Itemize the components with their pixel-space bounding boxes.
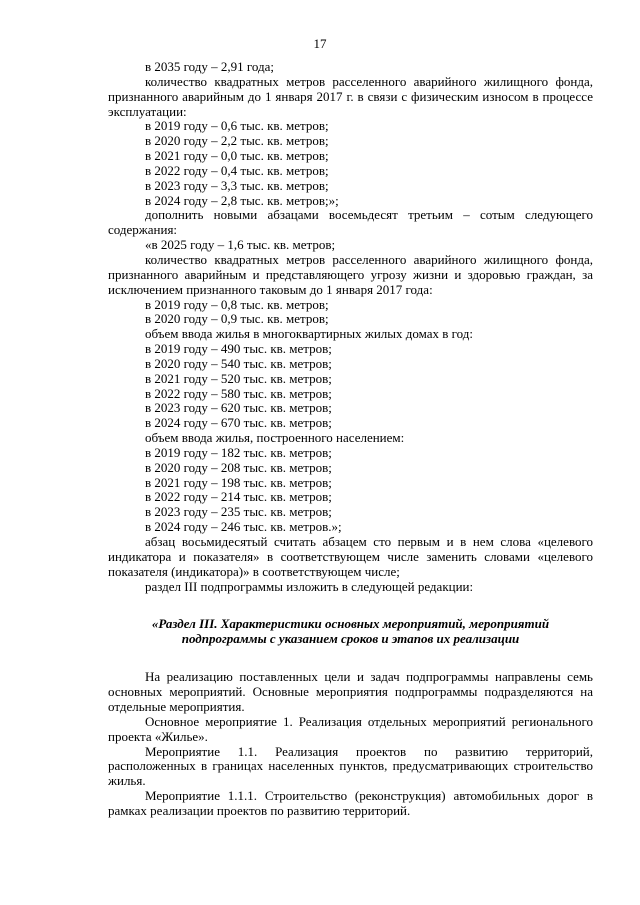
paragraph: в 2020 году – 208 тыс. кв. метров; (145, 459, 332, 475)
section-heading (108, 594, 593, 670)
section-heading-line: подпрограммы с указанием сроков и этапов их реализации (181, 631, 520, 647)
paragraph: в 2021 году – 520 тыс. кв. метров; (145, 370, 332, 386)
paragraph: в 2023 году – 235 тыс. кв. метров; (145, 504, 332, 520)
paragraph: в 2022 году – 0,4 тыс. кв. метров; (145, 162, 329, 178)
paragraph: в 2022 году – 580 тыс. кв. метров; (145, 385, 332, 401)
paragraph: Основное мероприятие 1. Реализация отдельных мероприятий регионального проекта «Жилье». (108, 713, 593, 744)
paragraph: в 2021 году – 0,0 тыс. кв. метров; (145, 148, 329, 164)
paragraph: в 2035 году – 2,91 года; (145, 59, 275, 74)
paragraph: в 2024 году – 670 тыс. кв. метров; (145, 415, 332, 431)
paragraph: в 2019 году – 490 тыс. кв. метров; (145, 341, 332, 357)
paragraph: абзац восьмидесятый считать абзацем сто первым и в нем слова «целевого индикатора и показателя» в соответствующем числе заменить словами «целевого показателя (индикатора)» в соответствующем числе; (108, 534, 593, 579)
paragraph: в 2020 году – 0,9 тыс. кв. метров; (145, 311, 329, 327)
paragraph: объем ввода жилья, построенного населением: (145, 430, 405, 446)
paragraph: количество квадратных метров расселенного аварийного жилищного фонда, признанного аварийным и представляющего угрозу жизни и здоровью граждан, за исключением признанного таковым до 1 января 2017 года: (108, 251, 593, 297)
paragraph: «в 2025 году – 1,6 тыс. кв. метров; (145, 237, 336, 253)
paragraph: в 2023 году – 620 тыс. кв. метров; (145, 400, 332, 416)
page-number: 17 (313, 36, 327, 51)
paragraph: Мероприятие 1.1.1. Строительство (реконструкция) автомобильных дорог в рамках реализации проектов по развитию территорий. (108, 788, 593, 818)
paragraph: в 2020 году – 2,2 тыс. кв. метров; (145, 133, 329, 149)
paragraph: в 2024 году – 246 тыс. кв. метров.»; (145, 519, 342, 535)
paragraph: в 2024 году – 2,8 тыс. кв. метров;»; (145, 192, 339, 208)
paragraph: количество квадратных метров расселенного аварийного жилищного фонда, признанного аварийным до 1 января 2017 г. в связи с физическим износом в процессе эксплуатации: (108, 73, 593, 119)
paragraph: На реализацию поставленных цели и задач подпрограммы направлены семь основных мероприятий. Основные мероприятия подпрограммы подразделяются на отдельные мероприятия. (108, 669, 593, 715)
paragraph: в 2023 году – 3,3 тыс. кв. метров; (145, 177, 329, 193)
paragraph: раздел III подпрограммы изложить в следующей редакции: (145, 578, 474, 594)
document-body (108, 60, 593, 819)
paragraph: Мероприятие 1.1. Реализация проектов по развитию территорий, расположенных в границах населенных пунктов, предусматривающих строительство жилья. (108, 743, 593, 789)
paragraph: в 2019 году – 182 тыс. кв. метров; (145, 444, 332, 460)
paragraph: в 2019 году – 0,8 тыс. кв. метров; (145, 296, 329, 312)
paragraph: в 2021 году – 198 тыс. кв. метров; (145, 474, 332, 490)
paragraph: в 2020 году – 540 тыс. кв. метров; (145, 355, 332, 371)
paragraph: дополнить новыми абзацами восемьдесят третьим – сотым следующего содержания: (108, 207, 593, 238)
paragraph: в 2022 году – 214 тыс. кв. метров; (145, 489, 332, 505)
paragraph: в 2019 году – 0,6 тыс. кв. метров; (145, 118, 329, 134)
paragraph: объем ввода жилья в многоквартирных жилых домах в год: (145, 326, 474, 342)
section-heading-line: «Раздел III. Характеристики основных мероприятий, мероприятий (151, 616, 550, 632)
